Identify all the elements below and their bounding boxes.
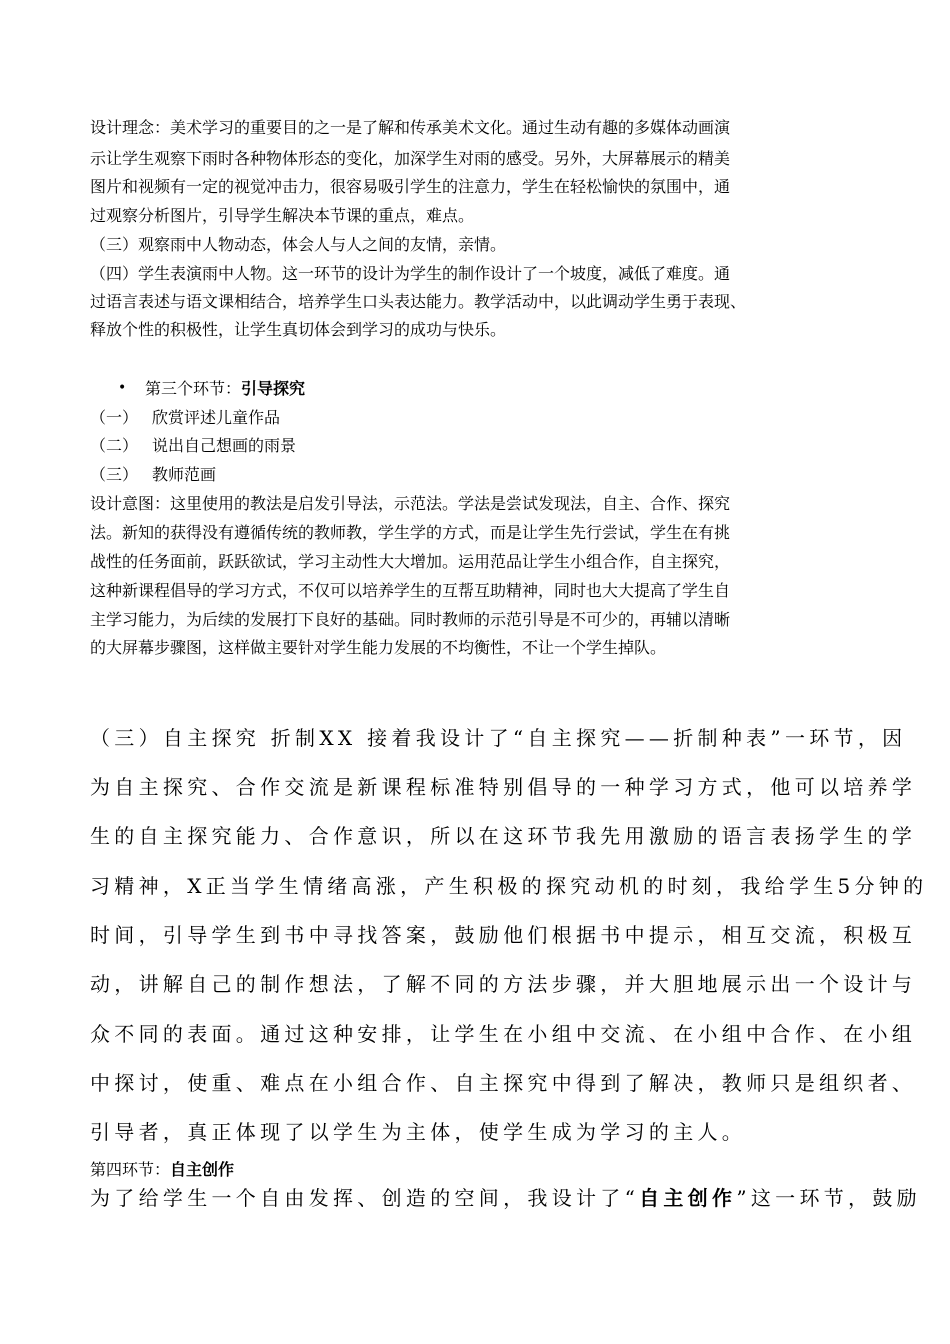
paragraph-line: 动，讲解自己的制作想法，了解不同的方法步骤，并大胆地展示出一个设计与 (90, 972, 917, 996)
section-heading (90, 1160, 234, 1180)
paragraph-line: 主学习能力，为后续的发展打下良好的基础。同时教师的示范引导是不可少的，再辅以清晰 (90, 610, 731, 629)
paragraph-line: 众不同的表面。通过这种安排，让学生在小组中交流、在小组中合作、在小组 (90, 1022, 917, 1046)
section-heading (145, 379, 305, 399)
paragraph-line: （三）自主探究 折制XX 接着我设计了“自主探究——折制种表”一环节，因 (90, 726, 907, 750)
paragraph-line: 过语言表述与语文课相结合，培养学生口头表达能力。教学活动中，以此调动学生勇于表现、 (90, 292, 747, 311)
paragraph-line: 中探讨，使重、难点在小组合作、自主探究中得到了解决，教师只是组织者、 (90, 1071, 917, 1095)
paragraph-line: 释放个性的积极性，让学生真切体会到学习的成功与快乐。 (90, 320, 507, 339)
paragraph-line: 的大屏幕步骤图，这样做主要针对学生能力发展的不均衡性，不让一个学生掉队。 (90, 638, 667, 657)
list-number: （三） (90, 465, 139, 484)
paragraph-line (90, 1188, 921, 1208)
paragraph-line: 引导者，真正体现了以学生为主体，使学生成为学习的主人。 (90, 1120, 747, 1144)
list-number: （二） (90, 436, 139, 455)
paragraph-line: 设计理念：美术学习的重要目的之一是了解和传承美术文化。通过生动有趣的多媒体动画演 (90, 118, 731, 137)
paragraph-line: 法。新知的获得没有遵循传统的教师教，学生学的方式，而是让学生先行尝试，学生在有挑 (90, 523, 731, 542)
paragraph-line: 设计意图：这里使用的教法是启发引导法，示范法。学法是尝试发现法，自主、合作、探究 (90, 494, 731, 513)
list-item (90, 436, 296, 456)
bullet-icon: • (118, 380, 127, 396)
list-text: 教师范画 (152, 465, 217, 484)
list-number: （一） (90, 408, 139, 427)
list-item (90, 408, 280, 428)
text-bold: 自主创作 (639, 1186, 737, 1210)
paragraph-line: （三）观察雨中人物动态，体会人与人之间的友情，亲情。 (90, 235, 507, 254)
paragraph-line: 为自主探究、合作交流是新课程标准特别倡导的一种学习方式，他可以培养学 (90, 775, 917, 799)
paragraph-line: 生的自主探究能力、合作意识，所以在这环节我先用激励的语言表扬学生的学 (90, 824, 917, 848)
text-end: ”这一环节，鼓励 (736, 1186, 921, 1210)
list-item (90, 465, 216, 485)
heading-prefix: 第四环节： (90, 1160, 171, 1179)
list-text: 欣赏评述儿童作品 (152, 408, 281, 427)
paragraph-line: 战性的任务面前，跃跃欲试，学习主动性大大增加。运用范品让学生小组合作，自主探究， (90, 552, 731, 571)
heading-title: 引导探究 (241, 379, 306, 398)
text-start: 为了给学生一个自由发挥、创造的空间，我设计了“ (90, 1186, 640, 1210)
paragraph-line: 习精神，X正当学生情绪高涨，产生积极的探究动机的时刻，我给学生5分钟的 (90, 874, 928, 898)
list-text: 说出自己想画的雨景 (152, 436, 297, 455)
paragraph-line: 图片和视频有一定的视觉冲击力，很容易吸引学生的注意力，学生在轻松愉快的氛围中，通 (90, 177, 731, 196)
paragraph-line: 这种新课程倡导的学习方式，不仅可以培养学生的互帮互助精神，同时也大大提高了学生自 (90, 581, 731, 600)
paragraph-line: 过观察分析图片，引导学生解决本节课的重点，难点。 (90, 206, 475, 225)
paragraph-line: 示让学生观察下雨时各种物体形态的变化，加深学生对雨的感受。另外，大屏幕展示的精美 (90, 149, 731, 168)
paragraph-line: （四）学生表演雨中人物。这一环节的设计为学生的制作设计了一个坡度，减低了难度。通 (90, 264, 731, 283)
heading-title: 自主创作 (170, 1160, 235, 1179)
paragraph-line: 时间，引导学生到书中寻找答案，鼓励他们根据书中提示，相互交流，积极互 (90, 923, 917, 947)
heading-prefix: 第三个环节： (145, 379, 242, 398)
